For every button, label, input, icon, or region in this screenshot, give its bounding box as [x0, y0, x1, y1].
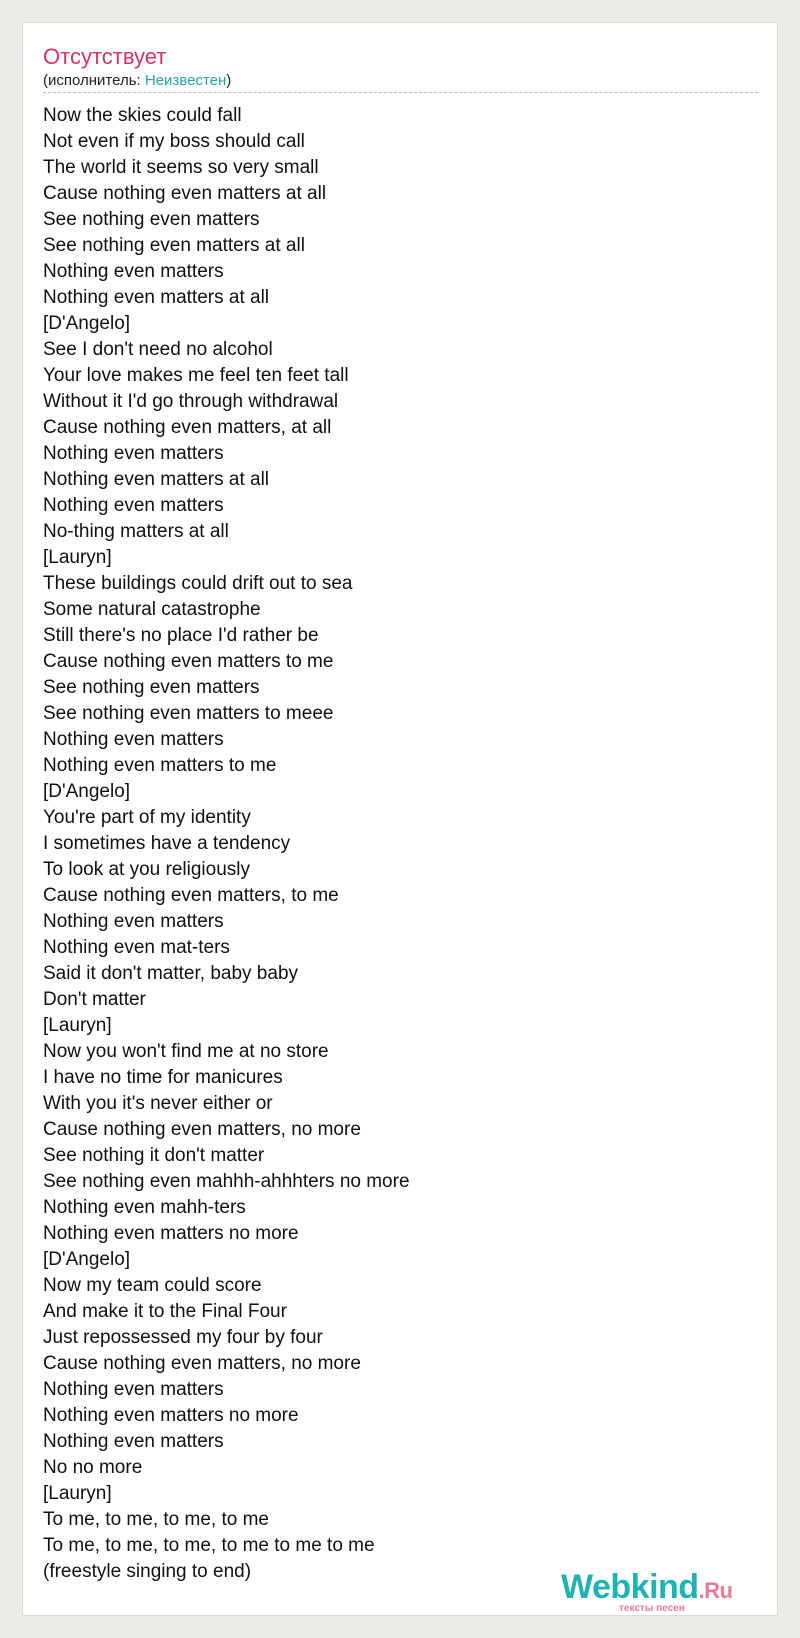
lyric-line: Cause nothing even matters to me — [43, 651, 334, 672]
lyric-line: Some natural catastrophe — [43, 599, 261, 620]
lyric-line: You're part of my identity — [43, 807, 251, 828]
logo-tld: .Ru — [698, 1578, 733, 1603]
lyric-line: See nothing even mahhh-ahhhters no more — [43, 1171, 410, 1192]
lyric-line: Cause nothing even matters, no more — [43, 1119, 361, 1140]
lyric-line: Now you won't find me at no store — [43, 1041, 329, 1062]
lyric-line: Nothing even matters at all — [43, 469, 270, 490]
lyric-line: See nothing even matters to meee — [43, 703, 334, 724]
lyric-line: The world it seems so very small — [43, 157, 319, 178]
lyric-line: Not even if my boss should call — [43, 131, 305, 152]
lyric-line: See nothing even matters at all — [43, 235, 305, 256]
lyric-line: No no more — [43, 1457, 143, 1478]
lyric-line: [Lauryn] — [43, 1483, 112, 1504]
lyric-line: Nothing even matters to me — [43, 755, 277, 776]
lyric-line: Still there's no place I'd rather be — [43, 625, 319, 646]
lyric-line: Nothing even matters at all — [43, 287, 270, 308]
lyric-line: Cause nothing even matters, no more — [43, 1353, 361, 1374]
artist-line — [43, 72, 231, 90]
lyric-line: See nothing it don't matter — [43, 1145, 265, 1166]
lyric-line: Nothing even matters no more — [43, 1223, 299, 1244]
lyric-line: Nothing even matters no more — [43, 1405, 299, 1426]
lyric-line: Nothing even matters — [43, 1379, 224, 1400]
lyric-line: Nothing even matters — [43, 261, 224, 282]
lyric-line: Nothing even matters — [43, 729, 224, 750]
lyric-line: Your love makes me feel ten feet tall — [43, 365, 349, 386]
lyric-line: Without it I'd go through withdrawal — [43, 391, 339, 412]
lyric-line: Said it don't matter, baby baby — [43, 963, 299, 984]
lyric-line: Nothing even matters — [43, 443, 224, 464]
lyric-line: See I don't need no alcohol — [43, 339, 273, 360]
logo-main: Webkind — [561, 1568, 699, 1606]
lyric-line: Cause nothing even matters, to me — [43, 885, 339, 906]
lyric-line: Nothing even matters — [43, 1431, 224, 1452]
lyric-line: Nothing even mahh-ters — [43, 1197, 246, 1218]
lyric-line: [Lauryn] — [43, 1015, 112, 1036]
lyric-line: Don't matter — [43, 989, 146, 1010]
lyric-line: See nothing even matters — [43, 677, 260, 698]
lyric-line: And make it to the Final Four — [43, 1301, 287, 1322]
lyric-line: Nothing even matters — [43, 911, 224, 932]
lyric-line: With you it's never either or — [43, 1093, 273, 1114]
lyric-line: [D'Angelo] — [43, 1249, 131, 1270]
lyrics-card — [22, 22, 778, 1616]
lyric-line: Now the skies could fall — [43, 105, 242, 126]
lyric-line: Nothing even matters — [43, 495, 224, 516]
lyrics-list — [43, 103, 410, 1585]
artist-prefix: (исполнитель: — [43, 72, 145, 89]
lyric-line: To me, to me, to me, to me — [43, 1509, 269, 1530]
lyric-line: [D'Angelo] — [43, 313, 131, 334]
lyric-line: I have no time for manicures — [43, 1067, 283, 1088]
webkind-logo[interactable] — [561, 1569, 761, 1613]
lyric-line: Just repossessed my four by four — [43, 1327, 323, 1348]
lyric-line: [Lauryn] — [43, 547, 112, 568]
lyric-line: To me, to me, to me, to me to me to me — [43, 1535, 375, 1556]
lyric-line: Cause nothing even matters at all — [43, 183, 327, 204]
lyric-line: These buildings could drift out to sea — [43, 573, 353, 594]
lyric-line: Nothing even mat-ters — [43, 937, 230, 958]
lyric-line: (freestyle singing to end) — [43, 1561, 252, 1582]
lyric-line: Cause nothing even matters, at all — [43, 417, 332, 438]
lyric-line: To look at you religiously — [43, 859, 250, 880]
artist-suffix: ) — [226, 72, 232, 89]
divider — [43, 92, 758, 93]
logo-tagline: тексты песен — [619, 1603, 685, 1614]
lyric-line: No-thing matters at all — [43, 521, 229, 542]
lyric-line: See nothing even matters — [43, 209, 260, 230]
lyric-line: I sometimes have a tendency — [43, 833, 291, 854]
song-title: Отсутствует — [43, 44, 167, 69]
artist-link[interactable]: Неизвестен — [144, 72, 227, 89]
lyric-line: [D'Angelo] — [43, 781, 131, 802]
lyric-line: Now my team could score — [43, 1275, 262, 1296]
